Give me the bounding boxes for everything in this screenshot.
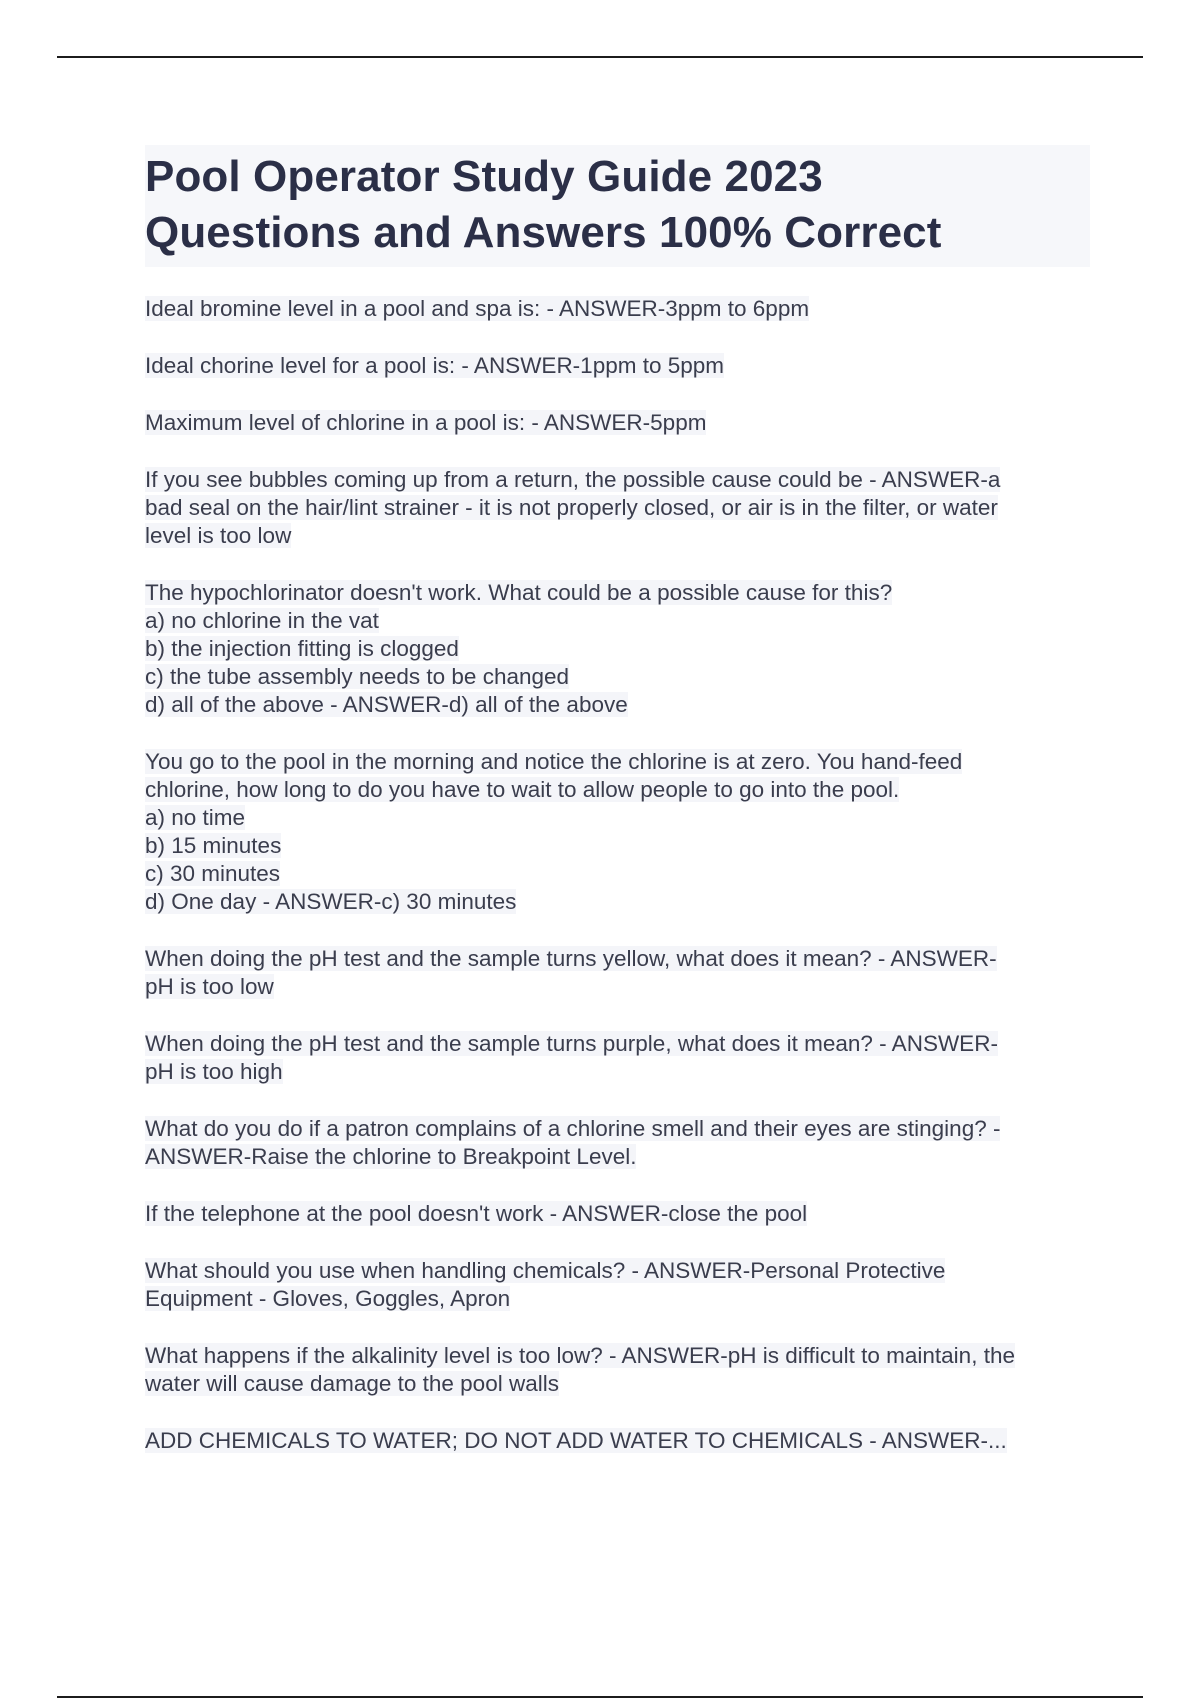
qa-line xyxy=(145,1342,1090,1370)
qa-line xyxy=(145,1115,1090,1143)
qa-entry xyxy=(145,352,1090,380)
qa-entry xyxy=(145,1115,1090,1171)
qa-line xyxy=(145,409,1090,437)
qa-line xyxy=(145,1143,1090,1171)
qa-line xyxy=(145,945,1090,973)
title-line-1: Pool Operator Study Guide 2023 xyxy=(145,152,823,201)
title-line-2: Questions and Answers 100% Correct xyxy=(145,208,942,257)
qa-line-text: If the telephone at the pool doesn't work - ANSWER-close the pool xyxy=(145,1201,808,1226)
qa-line-text: If you see bubbles coming up from a return, the possible cause could be - ANSWER-a xyxy=(145,467,1001,492)
top-rule xyxy=(57,56,1143,58)
qa-line xyxy=(145,522,1090,550)
qa-entry xyxy=(145,295,1090,323)
qa-line xyxy=(145,466,1090,494)
qa-line xyxy=(145,832,1090,860)
qa-line xyxy=(145,607,1090,635)
qa-line xyxy=(145,776,1090,804)
qa-line-text: When doing the pH test and the sample turns purple, what does it mean? - ANSWER- xyxy=(145,1031,998,1056)
qa-line-text: Ideal bromine level in a pool and spa is: - ANSWER-3ppm to 6ppm xyxy=(145,296,810,321)
qa-line-text: c) the tube assembly needs to be changed xyxy=(145,664,570,689)
qa-entry xyxy=(145,945,1090,1001)
qa-line-text: pH is too low xyxy=(145,974,274,999)
qa-line-text: level is too low xyxy=(145,523,292,548)
qa-line-text: d) all of the above - ANSWER-d) all of the above xyxy=(145,692,628,717)
document-body xyxy=(145,145,1090,1484)
qa-line-text: ADD CHEMICALS TO WATER; DO NOT ADD WATER TO CHEMICALS - ANSWER-... xyxy=(145,1428,1007,1453)
qa-line xyxy=(145,579,1090,607)
qa-line xyxy=(145,1058,1090,1086)
qa-entry xyxy=(145,1257,1090,1313)
qa-line-text: d) One day - ANSWER-c) 30 minutes xyxy=(145,889,517,914)
qa-line xyxy=(145,888,1090,916)
qa-line xyxy=(145,1370,1090,1398)
qa-line xyxy=(145,804,1090,832)
qa-line-text: b) the injection fitting is clogged xyxy=(145,636,459,661)
qa-line-text: a) no time xyxy=(145,805,246,830)
qa-list xyxy=(145,295,1090,1455)
qa-entry xyxy=(145,1030,1090,1086)
qa-line xyxy=(145,494,1090,522)
qa-line-text: What should you use when handling chemicals? - ANSWER-Personal Protective xyxy=(145,1258,946,1283)
qa-entry xyxy=(145,1200,1090,1228)
qa-line-text: c) 30 minutes xyxy=(145,861,281,886)
qa-line xyxy=(145,691,1090,719)
qa-line-text: ANSWER-Raise the chlorine to Breakpoint Level. xyxy=(145,1144,637,1169)
qa-line xyxy=(145,663,1090,691)
qa-entry xyxy=(145,1342,1090,1398)
qa-line-text: a) no chlorine in the vat xyxy=(145,608,379,633)
qa-entry xyxy=(145,748,1090,916)
qa-line xyxy=(145,860,1090,888)
bottom-rule xyxy=(57,1696,1143,1698)
qa-entry xyxy=(145,466,1090,550)
qa-entry xyxy=(145,409,1090,437)
qa-line xyxy=(145,748,1090,776)
qa-line-text: Ideal chorine level for a pool is: - ANSWER-1ppm to 5ppm xyxy=(145,353,725,378)
qa-line-text: Maximum level of chlorine in a pool is: - ANSWER-5ppm xyxy=(145,410,707,435)
qa-line-text: What happens if the alkalinity level is too low? - ANSWER-pH is difficult to maintain, the xyxy=(145,1343,1015,1368)
qa-line-text: What do you do if a patron complains of a chlorine smell and their eyes are stinging? - xyxy=(145,1116,1001,1141)
qa-line xyxy=(145,1285,1090,1313)
qa-line-text: b) 15 minutes xyxy=(145,833,282,858)
qa-line xyxy=(145,1200,1090,1228)
qa-entry xyxy=(145,579,1090,719)
qa-line-text: chlorine, how long to do you have to wait to allow people to go into the pool. xyxy=(145,777,900,802)
qa-line xyxy=(145,973,1090,1001)
qa-line-text: bad seal on the hair/lint strainer - it is not properly closed, or air is in the filter, or water xyxy=(145,495,998,520)
qa-line-text: You go to the pool in the morning and notice the chlorine is at zero. You hand-feed xyxy=(145,749,963,774)
qa-line-text: When doing the pH test and the sample turns yellow, what does it mean? - ANSWER- xyxy=(145,946,997,971)
qa-line-text: pH is too high xyxy=(145,1059,283,1084)
qa-line-text: Equipment - Gloves, Goggles, Apron xyxy=(145,1286,511,1311)
qa-entry xyxy=(145,1427,1090,1455)
qa-line xyxy=(145,1257,1090,1285)
qa-line xyxy=(145,295,1090,323)
qa-line xyxy=(145,1427,1090,1455)
qa-line xyxy=(145,1030,1090,1058)
qa-line-text: water will cause damage to the pool walls xyxy=(145,1371,559,1396)
page-title xyxy=(145,145,1090,267)
qa-line-text: The hypochlorinator doesn't work. What could be a possible cause for this? xyxy=(145,580,893,605)
qa-line xyxy=(145,635,1090,663)
qa-line xyxy=(145,352,1090,380)
